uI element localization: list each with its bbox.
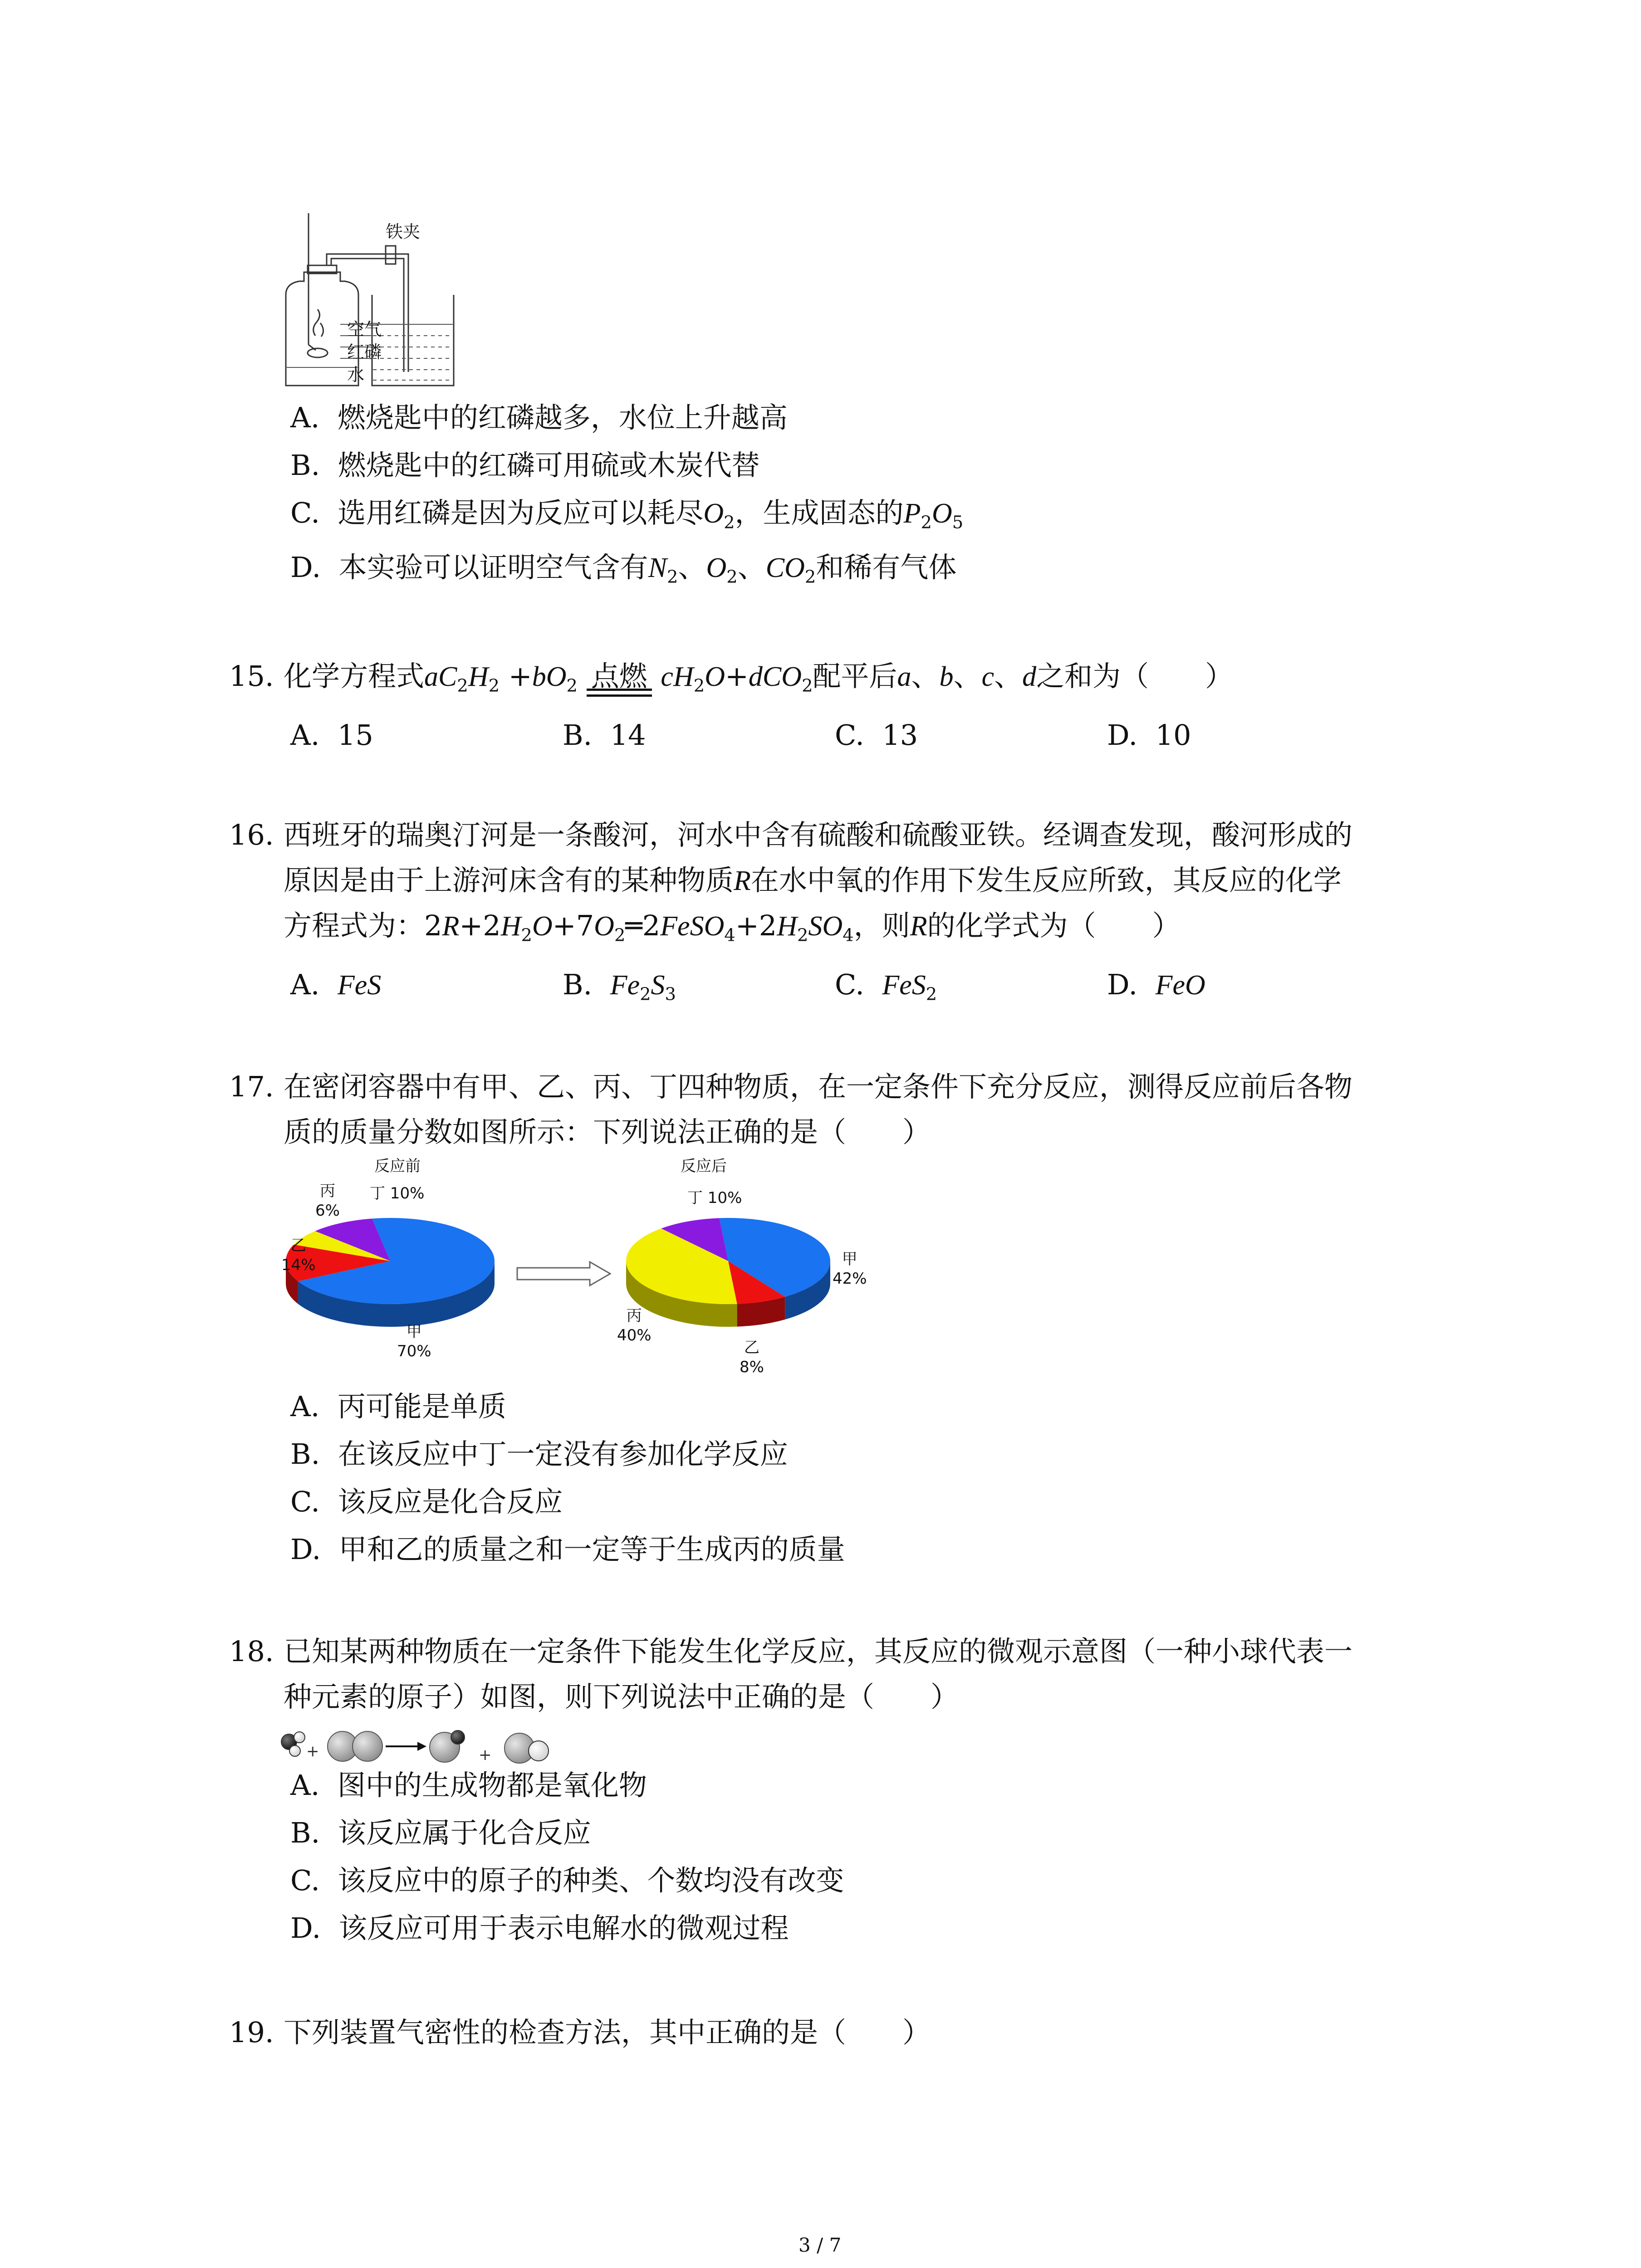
q16-line1: 16. 西班牙的瑞奥汀河是一条酸河，河水中含有硫酸和硫酸亚铁。经调查发现，酸河形成的 xyxy=(229,818,1353,851)
apparatus-drawing xyxy=(272,209,490,399)
plus-sign-2: + xyxy=(479,1746,492,1764)
page-number: 3 / 7 xyxy=(798,2234,842,2256)
molecule-drawing xyxy=(279,1724,615,1769)
q17-line2: 质的质量分数如图所示：下列说法正确的是（ ） xyxy=(284,1115,931,1149)
label-water: 水 xyxy=(347,365,365,385)
pie-charts-svg xyxy=(272,1157,907,1393)
label-clamp: 铁夹 xyxy=(386,222,421,242)
before-label-ding: 丁 10% xyxy=(370,1184,425,1202)
q15-option-b: B. 14 xyxy=(563,719,646,752)
q19-stem: 19. 下列装置气密性的检查方法，其中正确的是（ ） xyxy=(229,2016,931,2049)
plus-sign-1: + xyxy=(306,1742,319,1760)
q16-options xyxy=(290,968,1379,1005)
q16-option-a: A. FeS xyxy=(290,968,382,1001)
q16-option-c: C. FeS$_2$ xyxy=(835,968,937,1005)
product-molecule-1 xyxy=(430,1730,465,1762)
q18-option-d: D. 该反应可用于表示电解水的微观过程 xyxy=(290,1911,789,1945)
after-label-ding: 丁 10% xyxy=(687,1189,742,1207)
q18-line2: 种元素的原子）如图，则下列说法中正确的是（ ） xyxy=(284,1680,959,1713)
label-phosphorus: 红磷 xyxy=(347,342,382,362)
after-label-jia: 甲 42% xyxy=(833,1250,867,1288)
q15-option-d: D. 10 xyxy=(1107,719,1191,752)
q15-stem: 15. 化学方程式$aC_2H_2 +bO_2$ 点燃 $cH_2O+dCO_2$配平后a、b、c、d之和为（ ） xyxy=(229,660,1234,696)
before-label-yi: 乙 14% xyxy=(281,1237,316,1274)
before-title: 反应前 xyxy=(374,1157,421,1175)
q18-line1: 18. 已知某两种物质在一定条件下能发生化学反应，其反应的微观示意图（一种小球代表一 xyxy=(229,1635,1353,1668)
q14-option-d: D. 本实验可以证明空气含有$N_2$、$O_2$、$CO_2$和稀有气体 xyxy=(290,551,957,587)
reactant-molecule-1 xyxy=(281,1732,305,1756)
pie-chart-after xyxy=(626,1218,830,1327)
q16-option-d: D. FeO xyxy=(1107,968,1205,1001)
q14-option-b: B. 燃烧匙中的红磷可用硫或木炭代替 xyxy=(290,449,760,482)
q17-option-b: B. 在该反应中丁一定没有参加化学反应 xyxy=(290,1437,788,1471)
q18-option-b: B. 该反应属于化合反应 xyxy=(290,1816,591,1849)
after-label-bing: 丙 40% xyxy=(617,1307,652,1344)
product-molecule-2 xyxy=(505,1733,549,1763)
pie-chart-before xyxy=(286,1218,495,1327)
reaction-arrow-2 xyxy=(386,1742,426,1751)
q16-line3: 方程式为：$2R+2H_2O+7O_2═2FeSO_4+2H_2SO_4$，则R的化学式为（ ） xyxy=(284,909,1181,946)
condition-ignite: 点燃 xyxy=(587,662,652,690)
q16-option-b: B. $Fe_2S_3$ xyxy=(563,968,676,1005)
q14-option-a: A. 燃烧匙中的红磷越多，水位上升越高 xyxy=(290,401,788,434)
q17-option-d: D. 甲和乙的质量之和一定等于生成丙的质量 xyxy=(290,1533,845,1566)
q15-option-c: C. 13 xyxy=(835,719,918,752)
before-label-bing: 丙 6% xyxy=(315,1182,340,1220)
q16-line2: 原因是由于上游河床含有的某种物质R在水中氧的作用下发生反应所致，其反应的化学 xyxy=(284,864,1342,897)
q17-option-c: C. 该反应是化合反应 xyxy=(290,1485,563,1518)
after-title: 反应后 xyxy=(681,1157,727,1175)
label-air: 空气 xyxy=(347,319,382,339)
molecule-reaction-figure xyxy=(279,1724,615,1769)
q17-option-a: A. 丙可能是单质 xyxy=(290,1390,506,1423)
reaction-arrow xyxy=(517,1262,610,1286)
q18-option-c: C. 该反应中的原子的种类、个数均没有改变 xyxy=(290,1864,844,1897)
after-label-yi: 乙 8% xyxy=(740,1339,764,1376)
apparatus-figure xyxy=(272,209,490,399)
before-label-jia: 甲 70% xyxy=(397,1323,431,1360)
q15-options xyxy=(290,719,1379,752)
reactant-molecule-2 xyxy=(328,1731,382,1761)
pie-charts-figure xyxy=(272,1157,907,1393)
q15-option-a: A. 15 xyxy=(290,719,373,752)
q18-option-a: A. 图中的生成物都是氧化物 xyxy=(290,1769,647,1802)
q17-line1: 17. 在密闭容器中有甲、乙、丙、丁四种物质，在一定条件下充分反应，测得反应前后各物 xyxy=(229,1070,1353,1103)
q14-option-c: C. 选用红磷是因为反应可以耗尽$O_2$，生成固态的$P_2O_5$ xyxy=(290,496,964,533)
